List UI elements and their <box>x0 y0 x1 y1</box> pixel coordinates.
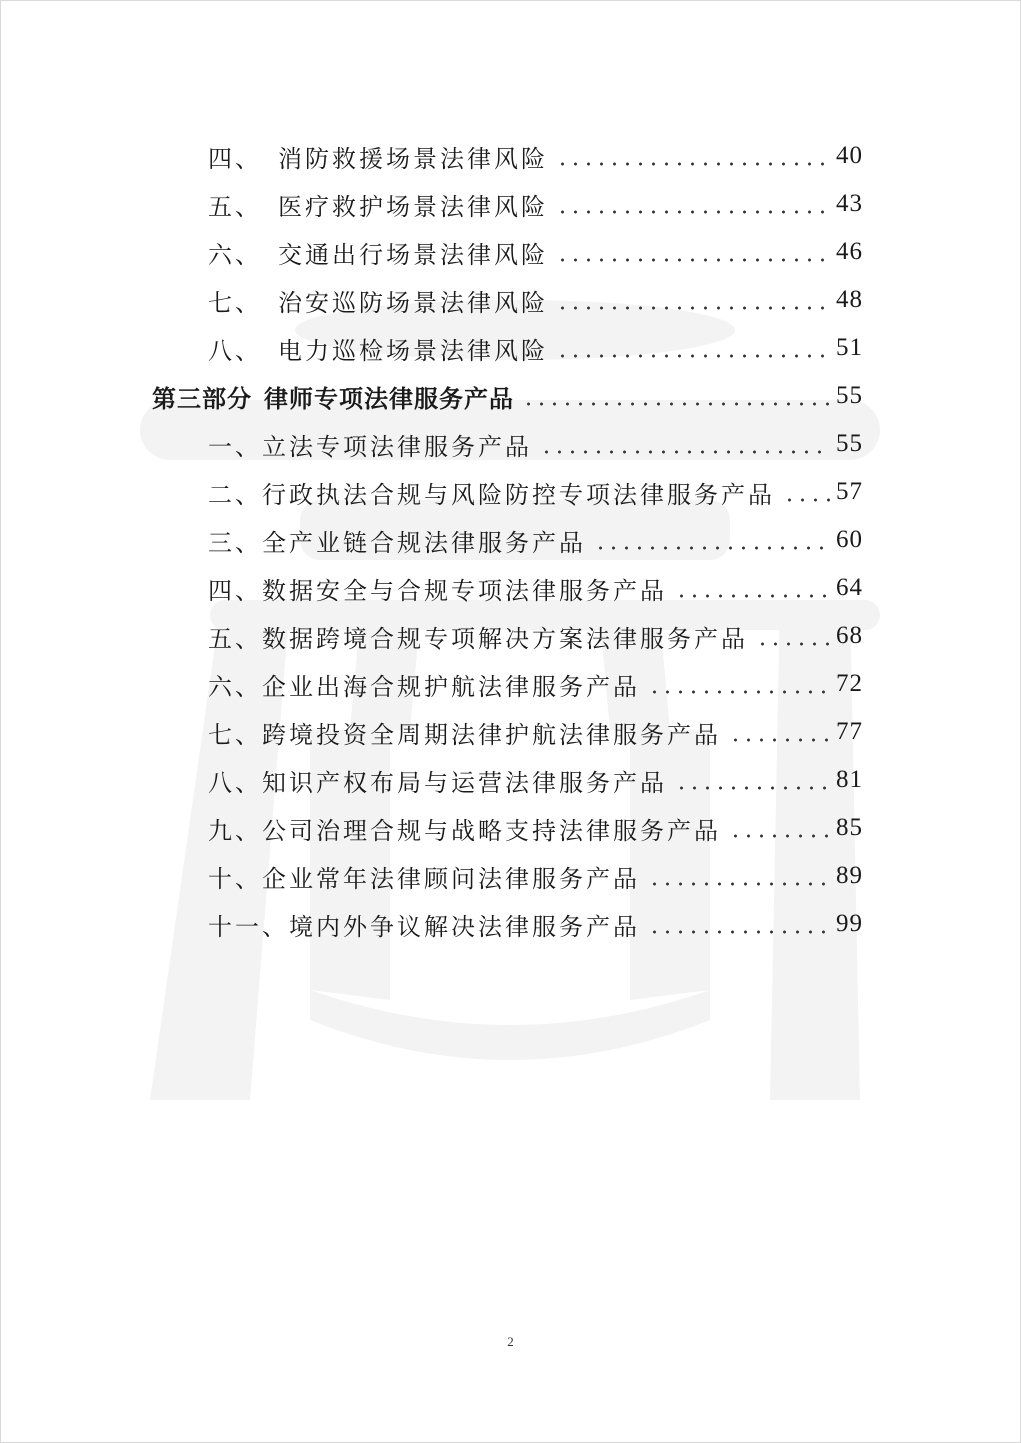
toc-entry-number: 十一、 <box>208 912 289 941</box>
toc-entry-title: 全产业链合规法律服务产品 <box>262 528 586 557</box>
toc-entry[interactable] <box>208 516 863 564</box>
toc-entry-page: 55 <box>836 382 863 409</box>
toc-entry-number: 五、 <box>208 624 262 653</box>
toc-entry[interactable] <box>208 900 863 948</box>
toc-entry[interactable] <box>208 180 863 228</box>
toc-entry[interactable] <box>208 564 863 612</box>
toc-entry-number: 四、 <box>208 576 262 605</box>
toc-entry-page: 99 <box>836 910 863 937</box>
toc-entry-page: 77 <box>836 718 863 745</box>
toc-entry[interactable] <box>208 420 863 468</box>
toc-entry-title: 治安巡防场景法律风险 <box>278 288 548 317</box>
toc-entry-title: 境内外争议解决法律服务产品 <box>289 912 640 941</box>
toc-entry-page: 43 <box>836 190 863 217</box>
toc-entry-page: 40 <box>836 142 863 169</box>
toc-entry-page: 55 <box>836 430 863 457</box>
toc-entry[interactable] <box>208 804 863 852</box>
toc-entry-title: 公司治理合规与战略支持法律服务产品 <box>262 816 721 845</box>
toc-entry-page: 68 <box>836 622 863 649</box>
toc-entry-number: 八、 <box>208 336 262 365</box>
toc-part-number: 第三部分 <box>152 383 252 413</box>
toc-dot-leader <box>556 288 830 312</box>
toc-entry-page: 51 <box>836 334 863 361</box>
toc-entry-number: 七、 <box>208 288 262 317</box>
toc-entry-title: 立法专项法律服务产品 <box>262 432 532 461</box>
toc-part-title: 律师专项法律服务产品 <box>264 383 514 413</box>
toc-dot-leader <box>648 672 830 696</box>
toc-dot-leader <box>783 480 830 504</box>
toc-entry[interactable] <box>208 660 863 708</box>
toc-entry-title: 电力巡检场景法律风险 <box>278 336 548 365</box>
toc-entry-number: 六、 <box>208 672 262 701</box>
toc-entry-title: 数据跨境合规专项解决方案法律服务产品 <box>262 624 748 653</box>
toc-entry-title: 消防救援场景法律风险 <box>278 144 548 173</box>
toc-dot-leader <box>556 336 830 360</box>
toc-dot-leader <box>675 576 830 600</box>
toc-entry-page: 64 <box>836 574 863 601</box>
toc-entry-page: 60 <box>836 526 863 553</box>
toc-entry[interactable] <box>208 756 863 804</box>
toc-entry-page: 48 <box>836 286 863 313</box>
toc-entry-number: 四、 <box>208 144 262 173</box>
toc-entry[interactable] <box>208 324 863 372</box>
toc-entry-title: 知识产权布局与运营法律服务产品 <box>262 768 667 797</box>
toc-entry-title: 跨境投资全周期法律护航法律服务产品 <box>262 720 721 749</box>
toc-entry-title: 企业常年法律顾问法律服务产品 <box>262 864 640 893</box>
toc-entry[interactable] <box>208 132 863 180</box>
toc-dot-leader <box>556 240 830 264</box>
toc-entry-number: 十、 <box>208 864 262 893</box>
toc-entry-title: 交通出行场景法律风险 <box>278 240 548 269</box>
toc-dot-leader <box>648 912 830 936</box>
toc-entry[interactable] <box>208 852 863 900</box>
toc-dot-leader <box>729 720 830 744</box>
toc-dot-leader <box>648 864 830 888</box>
toc-dot-leader <box>556 192 830 216</box>
toc-entry-number: 八、 <box>208 768 262 797</box>
toc-dot-leader <box>675 768 830 792</box>
toc-entry-page: 46 <box>836 238 863 265</box>
toc-entry-page: 72 <box>836 670 863 697</box>
toc-dot-leader <box>594 528 830 552</box>
toc-entry-title: 医疗救护场景法律风险 <box>278 192 548 221</box>
toc-dot-leader <box>522 384 830 408</box>
toc-entry[interactable] <box>208 276 863 324</box>
toc-entry-title: 企业出海合规护航法律服务产品 <box>262 672 640 701</box>
toc-entry[interactable] <box>208 708 863 756</box>
toc-entry-number: 三、 <box>208 528 262 557</box>
toc-entry-number: 七、 <box>208 720 262 749</box>
page-number: 2 <box>507 1334 514 1349</box>
toc-entry-page: 89 <box>836 862 863 889</box>
toc-entry-title: 数据安全与合规专项法律服务产品 <box>262 576 667 605</box>
toc-entry[interactable] <box>208 612 863 660</box>
toc-dot-leader <box>756 624 830 648</box>
toc-entry-number: 九、 <box>208 816 262 845</box>
toc-dot-leader <box>729 816 830 840</box>
toc-entry[interactable] <box>208 228 863 276</box>
toc-dot-leader <box>556 144 830 168</box>
toc-entry-number: 五、 <box>208 192 262 221</box>
toc-entry[interactable] <box>208 468 863 516</box>
toc-entry-number: 一、 <box>208 432 262 461</box>
toc-dot-leader <box>540 432 830 456</box>
toc-part-heading[interactable] <box>152 372 863 420</box>
toc-entry-page: 81 <box>836 766 863 793</box>
toc-entry-number: 六、 <box>208 240 262 269</box>
toc-entry-page: 85 <box>836 814 863 841</box>
toc-entry-title: 行政执法合规与风险防控专项法律服务产品 <box>262 480 775 509</box>
toc-entry-page: 57 <box>836 478 863 505</box>
toc-entry-number: 二、 <box>208 480 262 509</box>
